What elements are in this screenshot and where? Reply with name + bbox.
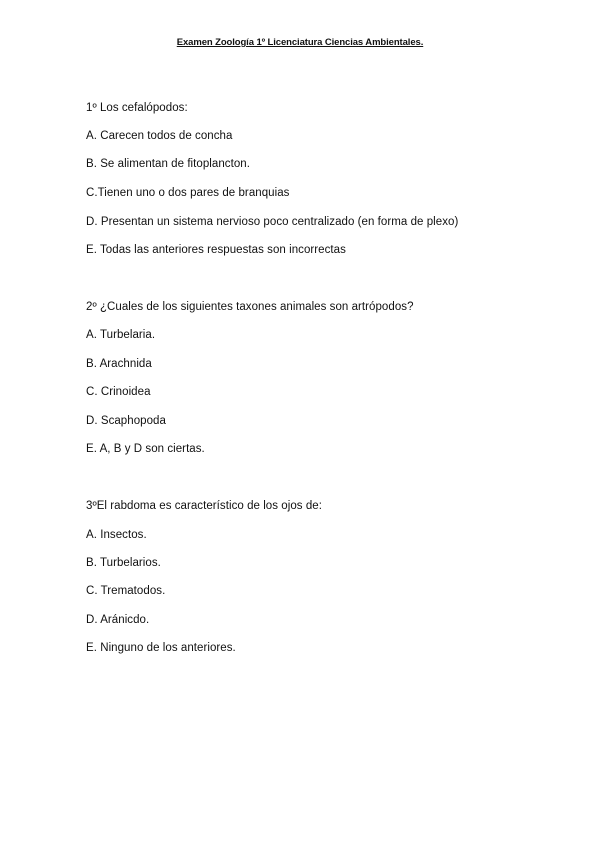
question-1-option-e: E. Todas las anteriores respuestas son incorrectas — [86, 244, 346, 256]
question-3-option-d: D. Aránicdo. — [86, 614, 150, 626]
question-3-option-e: E. Ninguno de los anteriores. — [86, 642, 236, 654]
question-3-option-c: C. Trematodos. — [86, 585, 166, 597]
question-2-option-e: E. A, B y D son ciertas. — [86, 443, 205, 455]
question-3-text: 3ºEl rabdoma es característico de los ojos de: — [86, 500, 322, 512]
question-1-option-a: A. Carecen todos de concha — [86, 130, 233, 142]
question-3-option-b: B. Turbelarios. — [86, 557, 161, 569]
question-2-option-d: D. Scaphopoda — [86, 415, 166, 427]
question-2-option-a: A. Turbelaria. — [86, 329, 156, 341]
question-2-text: 2º ¿Cuales de los siguientes taxones animales son artrópodos? — [86, 301, 414, 313]
question-3-option-a: A. Insectos. — [86, 529, 147, 541]
question-1-option-b: B. Se alimentan de fitoplancton. — [86, 158, 250, 170]
question-2-option-c: C. Crinoidea — [86, 386, 151, 398]
question-1-option-c: C.Tienen uno o dos pares de branquias — [86, 187, 290, 199]
question-2-option-b: B. Arachnida — [86, 358, 152, 370]
question-1-text: 1º Los cefalópodos: — [86, 102, 188, 114]
question-1-option-d: D. Presentan un sistema nervioso poco centralizado (en forma de plexo) — [86, 216, 459, 228]
document-title: Examen Zoología 1º Licenciatura Ciencias Ambientales. — [176, 37, 424, 48]
